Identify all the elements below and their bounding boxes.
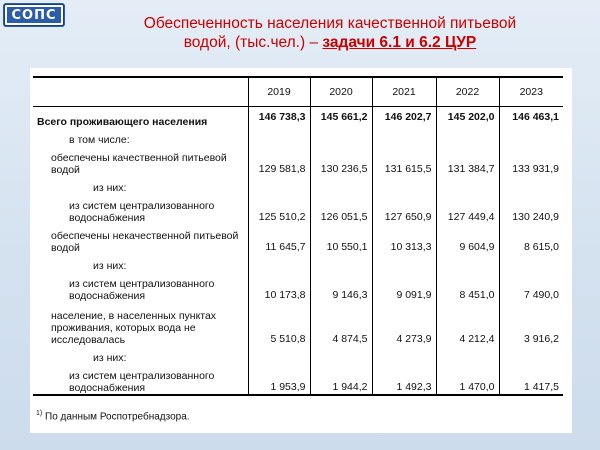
value-cell: 126 051,5 [310,194,372,224]
header-label-cell [33,77,248,107]
table-row [33,224,563,254]
sops-logo: СОПС [4,4,64,26]
row-label: обеспечены некачественной питьевой водой [51,230,239,254]
value-cell: 127 449,4 [436,194,499,224]
value-cell: 146 202,7 [372,107,436,129]
table-row [33,272,563,302]
title-line-1: Обеспеченность населения качественной питьевой [143,15,517,32]
table-row [33,128,563,146]
row-label: из них: [93,260,127,272]
title-sdg-tasks: задачи 6.1 и 6.2 ЦУР [322,34,477,51]
table-header-row [33,77,563,107]
table-panel [30,68,572,433]
value-cell: 131 384,7 [436,146,499,176]
row-label: из систем централизованного водоснабжения [69,370,215,394]
table-row [33,107,563,129]
value-cell: 1 492,3 [372,364,436,395]
row-label: из них: [93,182,127,194]
value-cell: 10 173,8 [248,272,310,302]
value-cell: 133 931,9 [499,146,563,176]
value-cell: 130 240,9 [499,194,563,224]
row-label: из систем централизованного водоснабжения [69,278,215,302]
value-cell: 125 510,2 [248,194,310,224]
value-cell: 145 661,2 [310,107,372,129]
value-cell: 9 091,9 [372,272,436,302]
value-cell: 1 944,2 [310,364,372,395]
value-cell: 3 916,2 [499,302,563,346]
water-supply-table [33,76,563,396]
table-row [33,364,563,395]
value-cell: 9 146,3 [310,272,372,302]
value-cell: 11 645,7 [248,224,310,254]
value-cell: 146 463,1 [499,107,563,129]
value-cell: 10 550,1 [310,224,372,254]
value-cell: 8 451,0 [436,272,499,302]
row-label: Всего проживающего населения [37,116,208,128]
value-cell: 131 615,5 [372,146,436,176]
table-row [33,254,563,272]
row-label: обеспечены качественной питьевой водой [51,152,227,176]
row-label: в том числе: [69,134,130,146]
value-cell: 127 650,9 [372,194,436,224]
row-label: население, в населенных пунктах проживания, которых вода не исследовалась [51,310,217,346]
table-row [33,302,563,346]
value-cell: 9 604,9 [436,224,499,254]
value-cell: 130 236,5 [310,146,372,176]
value-cell: 10 313,3 [372,224,436,254]
value-cell: 4 273,9 [372,302,436,346]
value-cell: 129 581,8 [248,146,310,176]
header-year: 2019 [248,77,310,107]
row-label: из систем централизованного водоснабжения [69,200,215,224]
page-title [90,14,570,52]
value-cell: 7 490,0 [499,272,563,302]
table-row [33,194,563,224]
header-year: 2021 [372,77,436,107]
value-cell: 1 417,5 [499,364,563,395]
value-cell: 5 510,8 [248,302,310,346]
value-cell: 8 615,0 [499,224,563,254]
header-year: 2023 [499,77,563,107]
header-year: 2022 [436,77,499,107]
footnote-text: По данным Роспотребнадзора. [42,411,190,423]
table-row [33,146,563,176]
header-year: 2020 [310,77,372,107]
table-row [33,176,563,194]
row-label: из них: [93,352,127,364]
footnote [36,410,190,422]
value-cell: 145 202,0 [436,107,499,129]
title-line-2-prefix: водой, (тыс.чел.) – [183,34,323,51]
value-cell: 146 738,3 [248,107,310,129]
value-cell: 4 874,5 [310,302,372,346]
title-line-2 [90,33,570,52]
value-cell: 1 470,0 [436,364,499,395]
value-cell: 1 953,9 [248,364,310,395]
footnote-marker: 1) [36,410,43,417]
value-cell: 4 212,4 [436,302,499,346]
table-row [33,346,563,364]
